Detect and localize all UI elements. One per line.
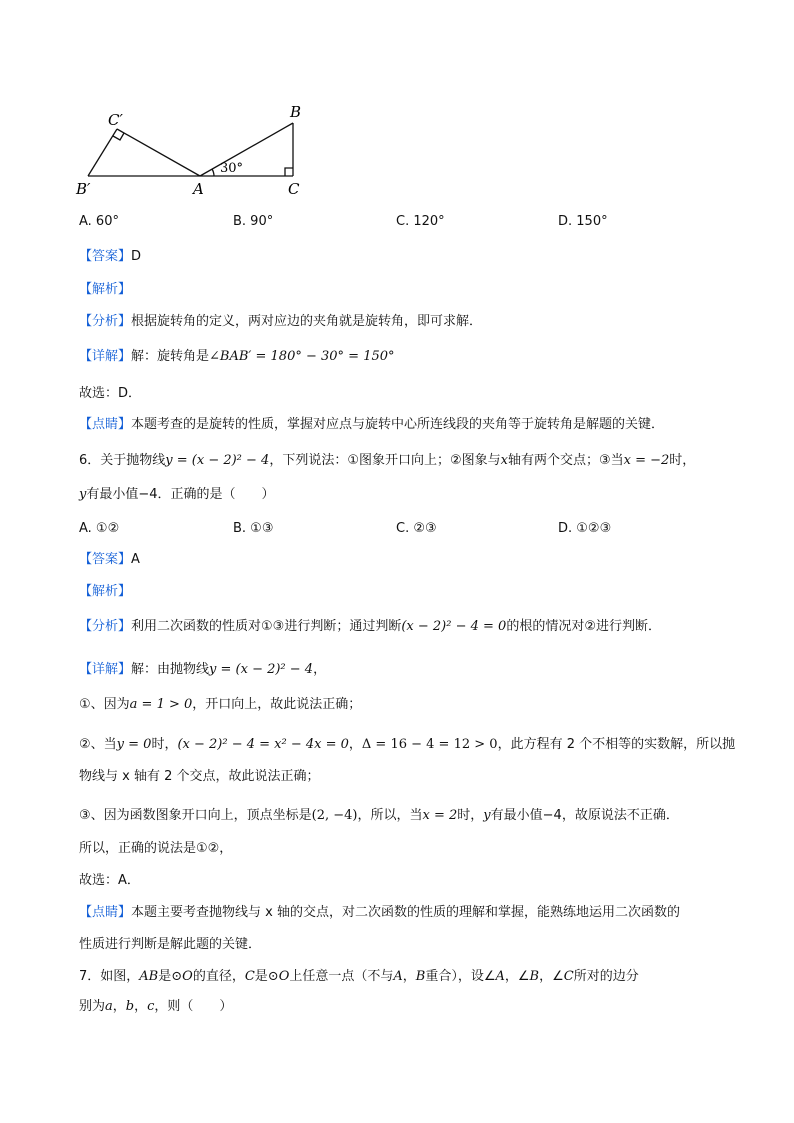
q7-line2-text-b: ，则（ ） (154, 999, 233, 1014)
q7-cvar: C (244, 969, 255, 984)
fenxi-math: (x − 2)² − 4 = 0 (401, 619, 507, 634)
p2-text-a: ②、当 (79, 737, 117, 752)
q6-stem-line2-text: 有最小值−4．正确的是（ ） (86, 487, 275, 502)
q7-vc: c (147, 999, 155, 1014)
q7-text-d: 是 (254, 969, 268, 984)
q6-xiangjie (79, 661, 326, 679)
q6-stem-y: y (79, 487, 87, 502)
q7-stem-line1 (79, 968, 639, 986)
q7-vb: b (125, 999, 135, 1014)
segment-b-prime-c-prime (88, 129, 117, 176)
angle-arc-a (212, 169, 214, 176)
answer-tag: 【答案】 (79, 249, 132, 264)
xiangjie-math: y = (x − 2)² − 4 (209, 662, 314, 677)
q6-stem-x: x (500, 453, 508, 468)
q7-text-j: 所对的边分 (573, 969, 639, 984)
fenxi-tag: 【分析】 (79, 314, 132, 329)
q5-dianjing (79, 416, 664, 434)
q7-a2: A (495, 969, 505, 984)
q7-text-c: 的直径， (192, 969, 245, 984)
q7-text-i: ，∠ (539, 969, 564, 984)
label-b: B (290, 103, 302, 121)
q5-fenxi (79, 313, 482, 331)
p2-text-c: ， (348, 737, 362, 752)
q7-sep1: ， (112, 999, 126, 1014)
answer-value: D (131, 249, 142, 264)
q6-stem-text-a: 6．关于抛物线 (79, 453, 166, 468)
q6-option-a: A. ①② (79, 521, 120, 536)
p2-math1: y = 0 (116, 737, 152, 752)
q6-stem-math2: x = −2 (623, 453, 670, 468)
p3-text-c: 时， (457, 808, 484, 823)
p3-y: y (483, 808, 491, 823)
q5-option-d: D. 150° (558, 214, 608, 229)
q6-stem-text-d: 时， (669, 453, 696, 468)
p1-math: a = 1 > 0 (129, 697, 193, 712)
q6-dianjing-line2: 性质进行判断是解此题的关键． (79, 937, 262, 952)
p3-text-a: ③、因为函数图象开口向上，顶点坐标是 (79, 808, 312, 823)
q5-xiangjie (79, 348, 395, 366)
q7-avar: A (393, 969, 403, 984)
xiangjie-tag: 【详解】 (79, 662, 132, 677)
right-angle-mark-c (285, 168, 293, 176)
q6-point-3 (79, 807, 679, 825)
answer-tag: 【答案】 (79, 552, 132, 567)
q6-option-c: C. ②③ (396, 521, 437, 536)
p3-math2: x = 2 (422, 808, 458, 823)
q6-conclusion: 所以，正确的说法是①②， (79, 841, 233, 856)
q7-text-g: 重合），设∠ (425, 969, 496, 984)
xiangjie-tag: 【详解】 (79, 349, 132, 364)
label-c-prime: C′ (108, 111, 123, 129)
fenxi-tag: 【分析】 (79, 619, 132, 634)
p3-math1: (2, −4) (311, 808, 358, 823)
q6-analysis-tag (79, 583, 131, 601)
q7-stem-line2 (79, 998, 232, 1016)
q7-va: a (105, 999, 113, 1014)
q7-text-h: ，∠ (504, 969, 530, 984)
q7-odot2: ⊙O (267, 969, 290, 984)
q7-odot1: ⊙O (171, 969, 193, 984)
q5-answer (79, 248, 141, 266)
q6-dianjing (79, 904, 680, 922)
q5-analysis-tag (79, 281, 131, 299)
q6-stem-math: y = (x − 2)² − 4 (165, 453, 270, 468)
dianjing-text: 本题考查的是旋转的性质，掌握对应点与旋转中心所连线段的夹角等于旋转角是解题的关键． (131, 417, 665, 432)
q6-stem-text-c: 轴有两个交点；③当 (507, 453, 624, 468)
q7-text-a: 7．如图， (79, 969, 140, 984)
q7-b2: B (529, 969, 540, 984)
xiangjie-text-a: 解：由抛物线 (131, 662, 210, 677)
q7-text-f: ， (402, 969, 416, 984)
p2-text-d: ，此方程有 2 个不相等的实数解，所以抛 (497, 737, 736, 752)
angle-label-30: 30° (220, 161, 244, 176)
fenxi-text-a: 利用二次函数的性质对①③进行判断；通过判断 (131, 619, 402, 634)
q5-option-a: A. 60° (79, 214, 119, 229)
q6-option-d: D. ①②③ (558, 521, 612, 536)
p2-math2: (x − 2)² − 4 = x² − 4x = 0 (177, 737, 349, 752)
p2-text-b: 时， (151, 737, 178, 752)
q5-conclusion: 故选：D． (79, 386, 142, 401)
xiangjie-math: ∠BAB′ = 180° − 30° = 150° (209, 349, 395, 364)
q7-text-e: 上任意一点（不与 (289, 969, 394, 984)
dianjing-text-a: 本题主要考查抛物线与 x 轴的交点，对二次函数的性质的理解和掌握，能熟练地运用二次函数的 (131, 905, 680, 920)
q6-point-2 (79, 736, 735, 754)
q7-line2-text-a: 别为 (79, 999, 106, 1014)
fenxi-text-b: 的根的情况对②进行判断． (506, 619, 661, 634)
segment-a-b (200, 123, 293, 176)
segment-c-prime-a (117, 129, 200, 176)
q7-c2: C (563, 969, 574, 984)
p1-text-b: ，开口向上，故此说法正确； (192, 697, 362, 712)
q6-fenxi (79, 618, 661, 636)
xiangjie-text-b: ， (313, 662, 327, 677)
analysis-tag: 【解析】 (79, 282, 132, 297)
q7-text-b: 是 (158, 969, 172, 984)
q6-option-b: B. ①③ (233, 521, 274, 536)
rotation-figure (70, 95, 310, 205)
fenxi-text: 根据旋转角的定义，两对应边的夹角就是旋转角，即可求解． (131, 314, 483, 329)
q6-guxuan: 故选：A． (79, 873, 140, 888)
q7-ab: AB (139, 969, 159, 984)
q5-option-c: C. 120° (396, 214, 445, 229)
dianjing-tag: 【点睛】 (79, 905, 132, 920)
dianjing-tag: 【点睛】 (79, 417, 132, 432)
q7-sep2: ， (134, 999, 148, 1014)
label-c: C (288, 180, 300, 198)
q6-stem-line1 (79, 452, 695, 470)
q5-option-b: B. 90° (233, 214, 274, 229)
q6-point-1 (79, 696, 361, 714)
xiangjie-text: 解：旋转角是 (131, 349, 210, 364)
analysis-tag: 【解析】 (79, 584, 132, 599)
label-a: A (193, 180, 204, 198)
p3-text-d: 有最小值−4，故原说法不正确． (490, 808, 679, 823)
q6-answer (79, 551, 140, 569)
answer-value: A (131, 552, 140, 567)
right-angle-mark-c-prime (113, 133, 124, 140)
p3-text-b: ，所以，当 (357, 808, 423, 823)
label-b-prime: B′ (76, 180, 91, 198)
q6-stem-text-b: ，下列说法：①图象开口向上；②图象与 (269, 453, 501, 468)
p2-math3: Δ = 16 − 4 = 12 > 0 (361, 737, 498, 752)
p1-text-a: ①、因为 (79, 697, 130, 712)
q6-stem-line2 (79, 486, 275, 504)
q7-bvar: B (415, 969, 426, 984)
q6-point-2-line2: 物线与 x 轴有 2 个交点，故此说法正确； (79, 769, 320, 784)
